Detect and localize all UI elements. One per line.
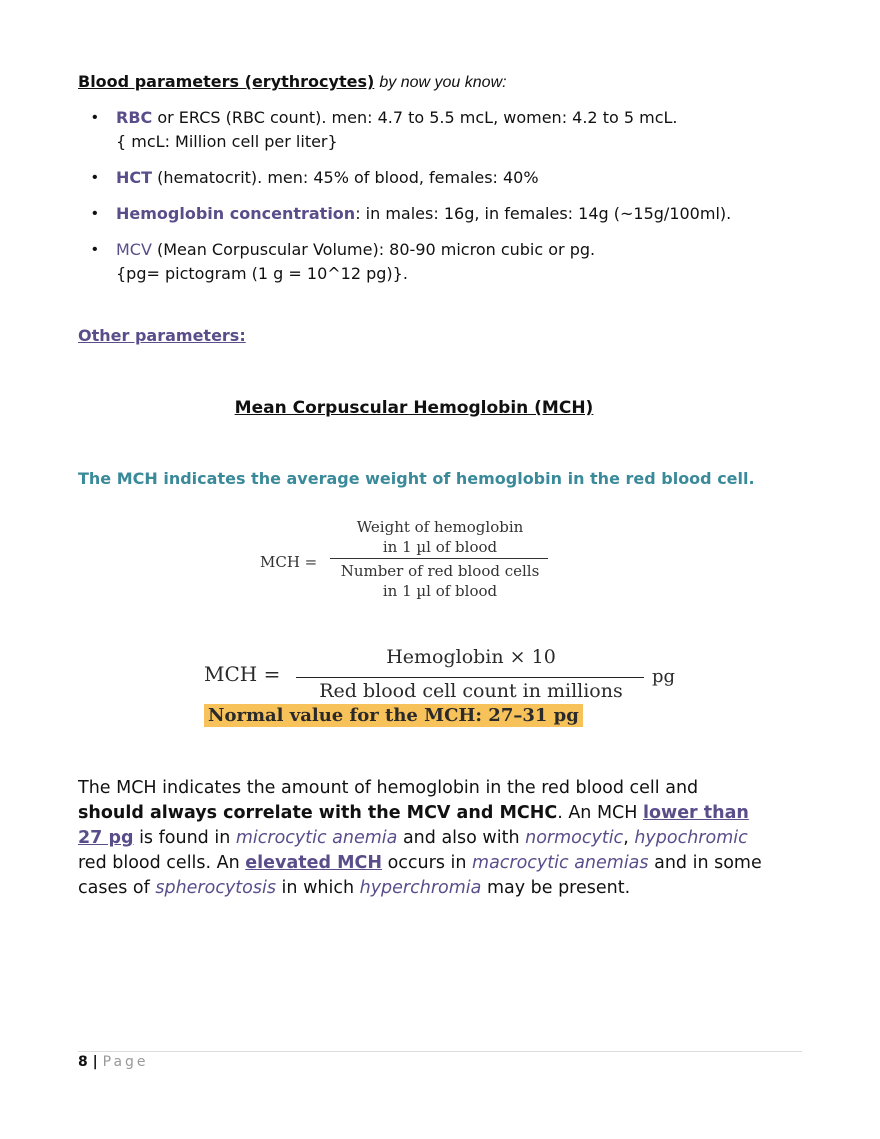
formula-lhs: MCH = <box>204 662 281 686</box>
text: and also with <box>397 828 526 848</box>
text: is found in <box>133 828 236 848</box>
term-hyperchromia: hyperchromia <box>359 878 482 898</box>
formula-numerator: Hemoglobin × 10 <box>386 646 556 668</box>
text: occurs in <box>382 853 473 873</box>
fraction-bar <box>296 677 644 678</box>
heading-subtitle: by now you know: <box>379 74 507 91</box>
formula-denominator-2: in 1 µl of blood <box>382 582 498 600</box>
mch-title: Mean Corpuscular Hemoglobin (MCH) <box>234 398 594 418</box>
param-text: or ERCS (RBC count). men: 4.7 to 5.5 mcL, women: 4.2 to 5 mcL. <box>152 108 678 127</box>
link-lower-than-27[interactable]: lower than 27 pg <box>78 803 749 848</box>
mch-intro: The MCH indicates the average weight of hemoglobin in the red blood cell. <box>78 469 755 488</box>
term-normocytic: normocytic <box>525 828 624 848</box>
normal-value-highlight: Normal value for the MCH: 27–31 pg <box>204 704 583 727</box>
page-label: Page <box>102 1054 149 1070</box>
param-text: (Mean Corpuscular Volume): 80-90 micron cubic or pg. <box>151 240 596 259</box>
param-term: HCT <box>116 168 153 187</box>
formula-fraction <box>330 517 550 601</box>
formula-unit: pg <box>652 666 676 687</box>
section-heading <box>78 72 507 92</box>
text: . An MCH <box>557 803 643 823</box>
page-footer <box>78 1054 149 1070</box>
param-term: RBC <box>116 108 153 127</box>
formula-lhs: MCH = <box>260 553 318 571</box>
text: and in some cases of <box>78 853 762 898</box>
param-note: { mcL: Million cell per liter} <box>116 132 338 151</box>
list-item <box>92 166 792 190</box>
text: in which <box>275 878 360 898</box>
text: may be present. <box>481 878 631 898</box>
page-separator: | <box>87 1054 103 1070</box>
param-text: : in males: 16g, in females: 14g (~15g/100ml). <box>355 204 732 223</box>
term-spherocytosis: spherocytosis <box>155 878 276 898</box>
param-term: MCV <box>116 240 152 259</box>
link-elevated-mch[interactable]: elevated MCH <box>245 853 383 873</box>
formula-numerator-2: in 1 µl of blood <box>382 538 498 556</box>
text: red blood cells. An <box>78 853 246 873</box>
other-parameters-heading: Other parameters: <box>78 326 246 345</box>
param-term: Hemoglobin concentration <box>116 204 356 223</box>
fraction-bar <box>330 558 548 559</box>
formula-denominator: Red blood cell count in millions <box>319 680 623 702</box>
list-item <box>92 202 792 226</box>
heading-title: Blood parameters (erythrocytes) <box>78 72 375 91</box>
list-item <box>92 238 792 286</box>
page-number: 8 <box>78 1054 88 1070</box>
text: The MCH indicates the amount of hemoglobin in the red blood cell and <box>78 778 699 798</box>
text: , <box>623 828 635 848</box>
emphasis: should always correlate with the MCV and MCHC <box>78 803 558 823</box>
term-microcytic-anemia: microcytic anemia <box>235 828 398 848</box>
term-macrocytic-anemias: macrocytic anemias <box>472 853 649 873</box>
formula-numerator-1: Weight of hemoglobin <box>356 518 524 536</box>
mch-explanation <box>78 776 768 901</box>
parameter-list <box>92 106 792 298</box>
mch-formula-definition <box>258 515 558 605</box>
formula-denominator-1: Number of red blood cells <box>340 562 540 580</box>
mch-formula-calculation <box>200 640 700 740</box>
list-item <box>92 106 792 154</box>
term-hypochromic: hypochromic <box>634 828 748 848</box>
param-note: {pg= pictogram (1 g = 10^12 pg)}. <box>116 264 408 283</box>
footer-divider <box>78 1051 802 1052</box>
param-text: (hematocrit). men: 45% of blood, females: 40% <box>152 168 539 187</box>
